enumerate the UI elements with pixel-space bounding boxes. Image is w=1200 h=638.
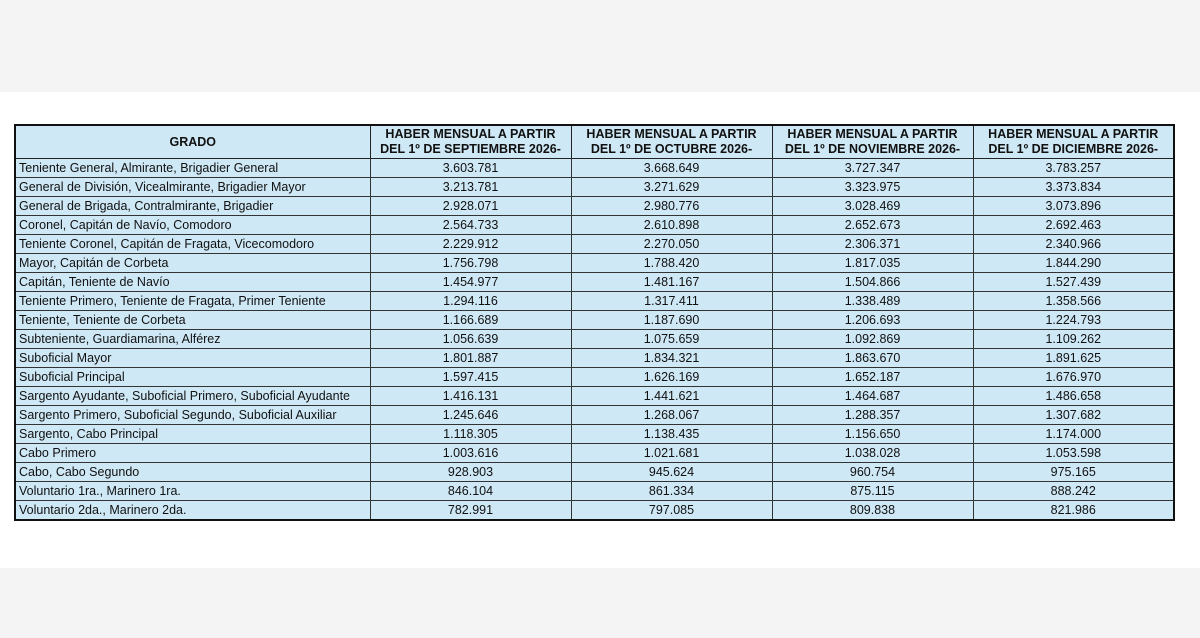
salary-value-cell: 3.783.257 bbox=[973, 159, 1174, 178]
header-line2: DEL 1º DE OCTUBRE 2026- bbox=[590, 142, 753, 156]
grado-cell: General de Brigada, Contralmirante, Brigadier bbox=[15, 197, 370, 216]
salary-value-cell: 1.307.682 bbox=[973, 406, 1174, 425]
salary-value-cell: 888.242 bbox=[973, 482, 1174, 501]
table-row bbox=[15, 235, 1174, 254]
table-row bbox=[15, 311, 1174, 330]
salary-value-cell: 960.754 bbox=[772, 463, 973, 482]
salary-value-cell: 1.224.793 bbox=[973, 311, 1174, 330]
salary-value-cell: 1.891.625 bbox=[973, 349, 1174, 368]
salary-value-cell: 1.053.598 bbox=[973, 444, 1174, 463]
salary-value-cell: 1.206.693 bbox=[772, 311, 973, 330]
grado-cell: Mayor, Capitán de Corbeta bbox=[15, 254, 370, 273]
salary-value-cell: 945.624 bbox=[571, 463, 772, 482]
salary-value-cell: 1.187.690 bbox=[571, 311, 772, 330]
salary-value-cell: 1.464.687 bbox=[772, 387, 973, 406]
table-row bbox=[15, 254, 1174, 273]
salary-value-cell: 3.323.975 bbox=[772, 178, 973, 197]
salary-value-cell: 1.288.357 bbox=[772, 406, 973, 425]
salary-value-cell: 1.817.035 bbox=[772, 254, 973, 273]
table-row bbox=[15, 387, 1174, 406]
header-period-october bbox=[571, 125, 772, 159]
salary-value-cell: 975.165 bbox=[973, 463, 1174, 482]
header-period-september bbox=[370, 125, 571, 159]
salary-value-cell: 1.268.067 bbox=[571, 406, 772, 425]
salary-value-cell: 1.138.435 bbox=[571, 425, 772, 444]
salary-value-cell: 928.903 bbox=[370, 463, 571, 482]
salary-value-cell: 1.504.866 bbox=[772, 273, 973, 292]
salary-value-cell: 1.788.420 bbox=[571, 254, 772, 273]
grado-cell: Teniente, Teniente de Corbeta bbox=[15, 311, 370, 330]
salary-value-cell: 1.118.305 bbox=[370, 425, 571, 444]
salary-value-cell: 3.028.469 bbox=[772, 197, 973, 216]
salary-value-cell: 1.454.977 bbox=[370, 273, 571, 292]
salary-value-cell: 797.085 bbox=[571, 501, 772, 521]
table-row bbox=[15, 159, 1174, 178]
salary-value-cell: 1.626.169 bbox=[571, 368, 772, 387]
salary-value-cell: 3.213.781 bbox=[370, 178, 571, 197]
salary-value-cell: 1.486.658 bbox=[973, 387, 1174, 406]
grado-cell: Suboficial Principal bbox=[15, 368, 370, 387]
header-grado: GRADO bbox=[15, 125, 370, 159]
grado-cell: Sargento Ayudante, Suboficial Primero, Suboficial Ayudante bbox=[15, 387, 370, 406]
header-line1: HABER MENSUAL A PARTIR bbox=[787, 127, 958, 141]
grado-cell: Subteniente, Guardiamarina, Alférez bbox=[15, 330, 370, 349]
salary-value-cell: 1.003.616 bbox=[370, 444, 571, 463]
salary-value-cell: 1.416.131 bbox=[370, 387, 571, 406]
salary-value-cell: 2.610.898 bbox=[571, 216, 772, 235]
salary-value-cell: 2.270.050 bbox=[571, 235, 772, 254]
salary-value-cell: 1.863.670 bbox=[772, 349, 973, 368]
header-row bbox=[15, 125, 1174, 159]
salary-value-cell: 2.306.371 bbox=[772, 235, 973, 254]
salary-value-cell: 1.038.028 bbox=[772, 444, 973, 463]
salary-value-cell: 2.229.912 bbox=[370, 235, 571, 254]
salary-value-cell: 1.834.321 bbox=[571, 349, 772, 368]
grado-cell: Voluntario 2da., Marinero 2da. bbox=[15, 501, 370, 521]
salary-value-cell: 1.652.187 bbox=[772, 368, 973, 387]
salary-value-cell: 875.115 bbox=[772, 482, 973, 501]
salary-value-cell: 3.073.896 bbox=[973, 197, 1174, 216]
table-body bbox=[15, 159, 1174, 521]
salary-value-cell: 2.980.776 bbox=[571, 197, 772, 216]
salary-value-cell: 1.245.646 bbox=[370, 406, 571, 425]
salary-value-cell: 846.104 bbox=[370, 482, 571, 501]
salary-value-cell: 2.928.071 bbox=[370, 197, 571, 216]
salary-value-cell: 809.838 bbox=[772, 501, 973, 521]
table-row bbox=[15, 216, 1174, 235]
grado-cell: Suboficial Mayor bbox=[15, 349, 370, 368]
header-line1: HABER MENSUAL A PARTIR bbox=[586, 127, 757, 141]
top-margin bbox=[0, 0, 1200, 92]
table-row bbox=[15, 444, 1174, 463]
grado-cell: Sargento Primero, Suboficial Segundo, Suboficial Auxiliar bbox=[15, 406, 370, 425]
grado-cell: Capitán, Teniente de Navío bbox=[15, 273, 370, 292]
salary-value-cell: 1.844.290 bbox=[973, 254, 1174, 273]
salary-value-cell: 1.056.639 bbox=[370, 330, 571, 349]
grado-cell: General de División, Vicealmirante, Brigadier Mayor bbox=[15, 178, 370, 197]
table-row bbox=[15, 349, 1174, 368]
salary-value-cell: 1.021.681 bbox=[571, 444, 772, 463]
table-row bbox=[15, 463, 1174, 482]
salary-value-cell: 1.156.650 bbox=[772, 425, 973, 444]
header-line1: HABER MENSUAL A PARTIR bbox=[385, 127, 556, 141]
salary-value-cell: 1.756.798 bbox=[370, 254, 571, 273]
grado-cell: Teniente Coronel, Capitán de Fragata, Vicecomodoro bbox=[15, 235, 370, 254]
table-row bbox=[15, 425, 1174, 444]
header-line2: DEL 1º DE SEPTIEMBRE 2026- bbox=[380, 142, 561, 156]
header-period-november bbox=[772, 125, 973, 159]
salary-value-cell: 821.986 bbox=[973, 501, 1174, 521]
table-row bbox=[15, 178, 1174, 197]
grado-cell: Sargento, Cabo Principal bbox=[15, 425, 370, 444]
salary-value-cell: 1.527.439 bbox=[973, 273, 1174, 292]
salary-value-cell: 3.727.347 bbox=[772, 159, 973, 178]
table-row bbox=[15, 197, 1174, 216]
bottom-margin bbox=[0, 568, 1200, 638]
salary-value-cell: 3.603.781 bbox=[370, 159, 571, 178]
salary-value-cell: 2.340.966 bbox=[973, 235, 1174, 254]
table-row bbox=[15, 368, 1174, 387]
header-line2: DEL 1º DE NOVIEMBRE 2026- bbox=[784, 142, 961, 156]
salary-value-cell: 3.668.649 bbox=[571, 159, 772, 178]
salary-value-cell: 1.166.689 bbox=[370, 311, 571, 330]
salary-value-cell: 1.358.566 bbox=[973, 292, 1174, 311]
salary-table bbox=[14, 124, 1175, 521]
salary-value-cell: 1.317.411 bbox=[571, 292, 772, 311]
salary-value-cell: 1.676.970 bbox=[973, 368, 1174, 387]
salary-value-cell: 1.109.262 bbox=[973, 330, 1174, 349]
salary-value-cell: 3.373.834 bbox=[973, 178, 1174, 197]
salary-value-cell: 1.174.000 bbox=[973, 425, 1174, 444]
grado-cell: Coronel, Capitán de Navío, Comodoro bbox=[15, 216, 370, 235]
salary-value-cell: 2.652.673 bbox=[772, 216, 973, 235]
salary-value-cell: 782.991 bbox=[370, 501, 571, 521]
salary-value-cell: 1.481.167 bbox=[571, 273, 772, 292]
salary-value-cell: 2.564.733 bbox=[370, 216, 571, 235]
table-row bbox=[15, 406, 1174, 425]
header-period-december bbox=[973, 125, 1174, 159]
table-row bbox=[15, 330, 1174, 349]
grado-cell: Teniente General, Almirante, Brigadier General bbox=[15, 159, 370, 178]
salary-value-cell: 1.075.659 bbox=[571, 330, 772, 349]
salary-value-cell: 3.271.629 bbox=[571, 178, 772, 197]
salary-value-cell: 1.801.887 bbox=[370, 349, 571, 368]
salary-value-cell: 1.441.621 bbox=[571, 387, 772, 406]
table-row bbox=[15, 501, 1174, 521]
table-row bbox=[15, 482, 1174, 501]
table-row bbox=[15, 273, 1174, 292]
salary-value-cell: 1.092.869 bbox=[772, 330, 973, 349]
salary-value-cell: 861.334 bbox=[571, 482, 772, 501]
grado-cell: Voluntario 1ra., Marinero 1ra. bbox=[15, 482, 370, 501]
salary-value-cell: 1.338.489 bbox=[772, 292, 973, 311]
salary-value-cell: 2.692.463 bbox=[973, 216, 1174, 235]
salary-value-cell: 1.294.116 bbox=[370, 292, 571, 311]
grado-cell: Teniente Primero, Teniente de Fragata, Primer Teniente bbox=[15, 292, 370, 311]
header-line1: HABER MENSUAL A PARTIR bbox=[988, 127, 1159, 141]
grado-cell: Cabo, Cabo Segundo bbox=[15, 463, 370, 482]
grado-cell: Cabo Primero bbox=[15, 444, 370, 463]
salary-value-cell: 1.597.415 bbox=[370, 368, 571, 387]
table-row bbox=[15, 292, 1174, 311]
header-line2: DEL 1º DE DICIEMBRE 2026- bbox=[988, 142, 1159, 156]
